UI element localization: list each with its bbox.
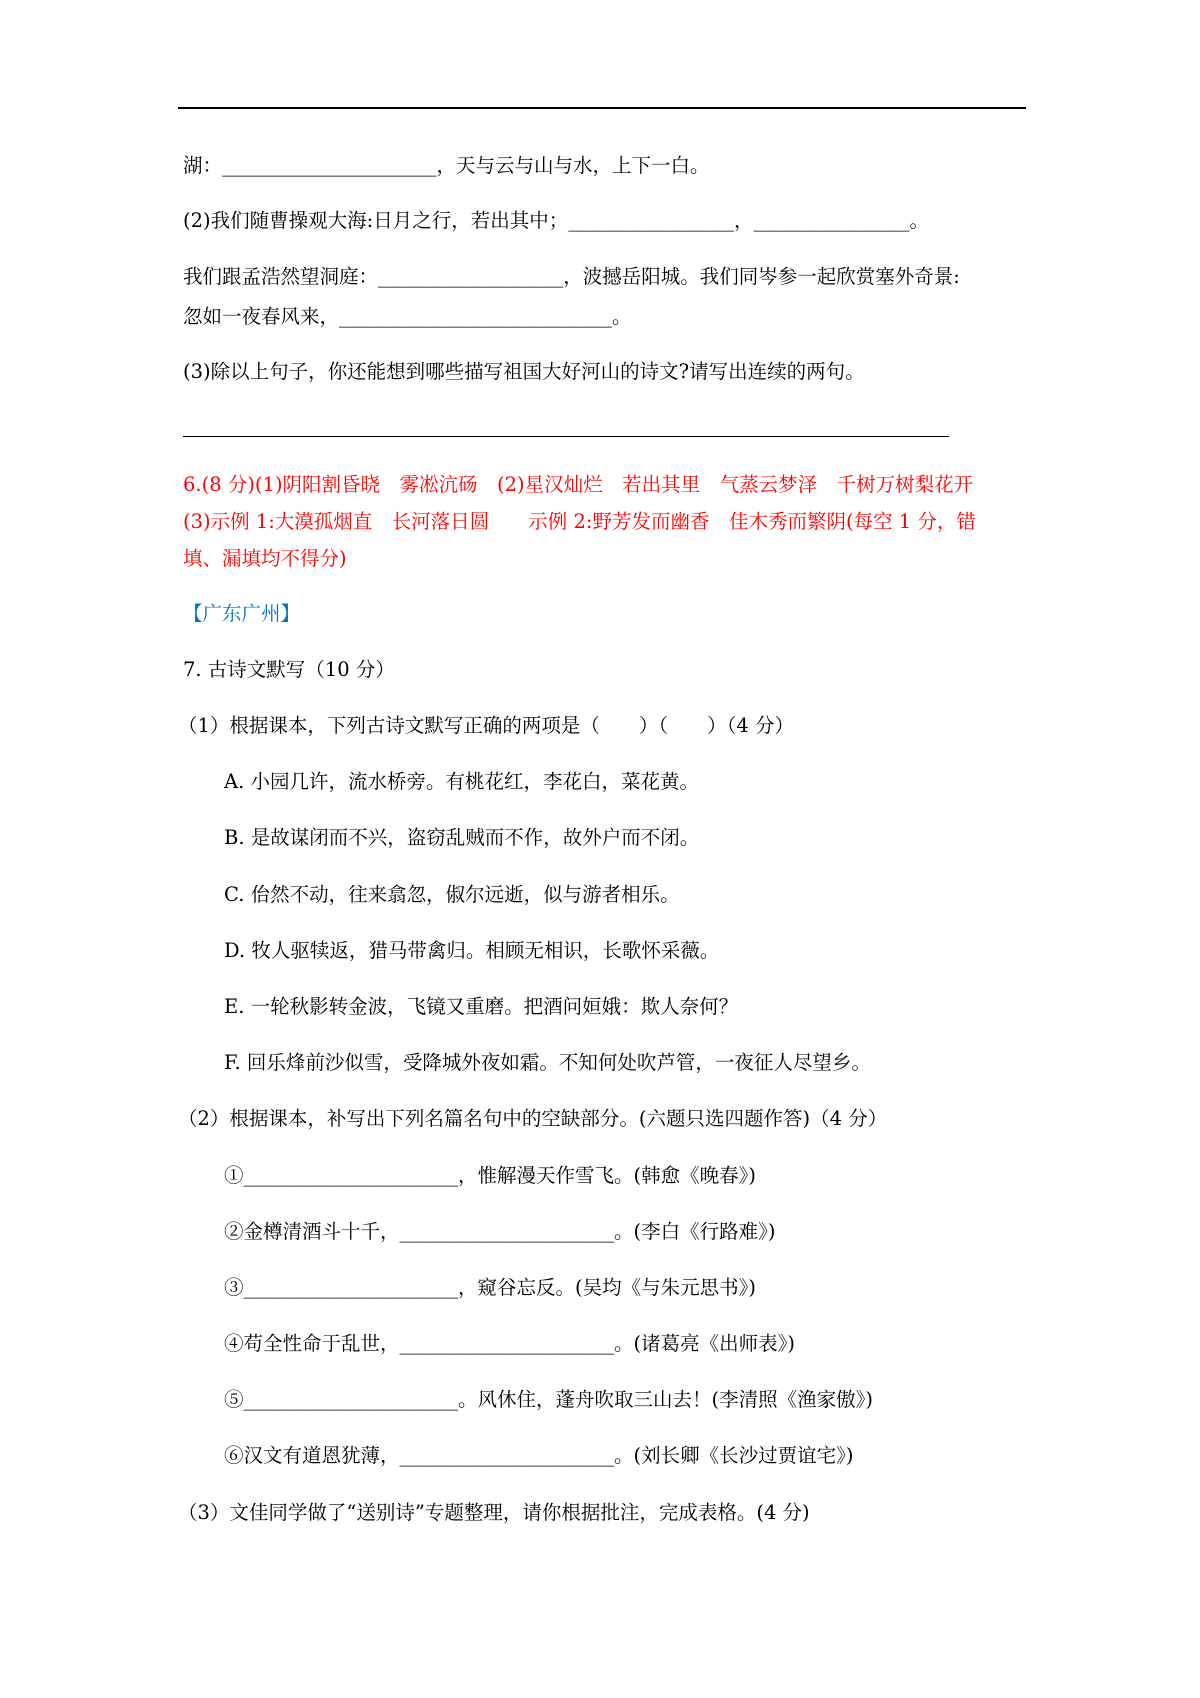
question-stem: （3）文佳同学做了“送别诗”专题整理，请你根据批注，完成表格。(4 分) — [178, 1501, 810, 1524]
answer-text: 填、漏填均不得分) — [183, 547, 347, 570]
answer-line — [183, 436, 949, 437]
text-line: 我们跟孟浩然望洞庭：___________________，波撼岳阳城。我们同岑参一起欣赏塞外奇景: — [183, 265, 960, 288]
option-d: D. 牧人驱犊返，猎马带禽归。相顾无相识，长歌怀采薇。 — [224, 939, 720, 962]
option-f: F. 回乐烽前沙似雪，受降城外夜如霜。不知何处吹芦管，一夜征人尽望乡。 — [224, 1051, 871, 1074]
option-e: E. 一轮秋影转金波，飞镜又重磨。把酒问姮娥：欺人奈何？ — [224, 995, 739, 1018]
answer-text: 6.(8 分)(1)阴阳割昏晓 雾凇沆砀 (2)星汉灿烂 若出其里 气蒸云梦泽 千树万树梨花开 — [183, 473, 974, 496]
fill-item: ③______________________，窥谷忘反。(吴均《与朱元思书》) — [224, 1276, 756, 1299]
fill-item: ⑤______________________。风休住，蓬舟吹取三山去！(李清照《渔家傲》) — [224, 1388, 873, 1411]
region-tag: 【广东广州】 — [183, 602, 301, 625]
question-line: (3)除以上句子，你还能想到哪些描写祖国大好河山的诗文?请写出连续的两句。 — [183, 360, 865, 383]
header-rule — [178, 107, 1026, 109]
question-stem: （2）根据课本，补写出下列名篇名句中的空缺部分。(六题只选四题作答)（4 分） — [178, 1107, 888, 1130]
text-line: 忽如一夜春风来，____________________________。 — [183, 305, 632, 328]
fill-item: ①______________________，惟解漫天作雪飞。(韩愈《晚春》) — [224, 1164, 756, 1187]
text-line: 湖：______________________，天与云与山与水，上下一白。 — [183, 154, 710, 177]
option-b: B. 是故谋闭而不兴，盗窃乱贼而不作，故外户而不闭。 — [224, 826, 700, 849]
answer-text: (3)示例 1:大漠孤烟直 长河落日圆 示例 2:野芳发而幽香 佳木秀而繁阴(每空 1 分，错 — [183, 510, 976, 533]
fill-item: ④苟全性命于乱世，______________________。(诸葛亮《出师表》) — [224, 1332, 795, 1355]
option-c: C. 佁然不动，往来翕忽，俶尔远逝，似与游者相乐。 — [224, 883, 680, 906]
fill-item: ⑥汉文有道恩犹薄，______________________。(刘长卿《长沙过贾谊宅》) — [224, 1444, 854, 1467]
question-title: 7. 古诗文默写（10 分） — [183, 658, 395, 681]
option-a: A. 小园几许，流水桥旁。有桃花红，李花白，菜花黄。 — [224, 770, 699, 793]
question-stem: （1）根据课本，下列古诗文默写正确的两项是（ ）（ ）（4 分） — [178, 714, 795, 737]
question-line: (2)我们随曹操观大海:日月之行，若出其中；_________________，________________。 — [183, 209, 929, 232]
fill-item: ②金樽清酒斗十千，______________________。(李白《行路难》) — [224, 1220, 776, 1243]
